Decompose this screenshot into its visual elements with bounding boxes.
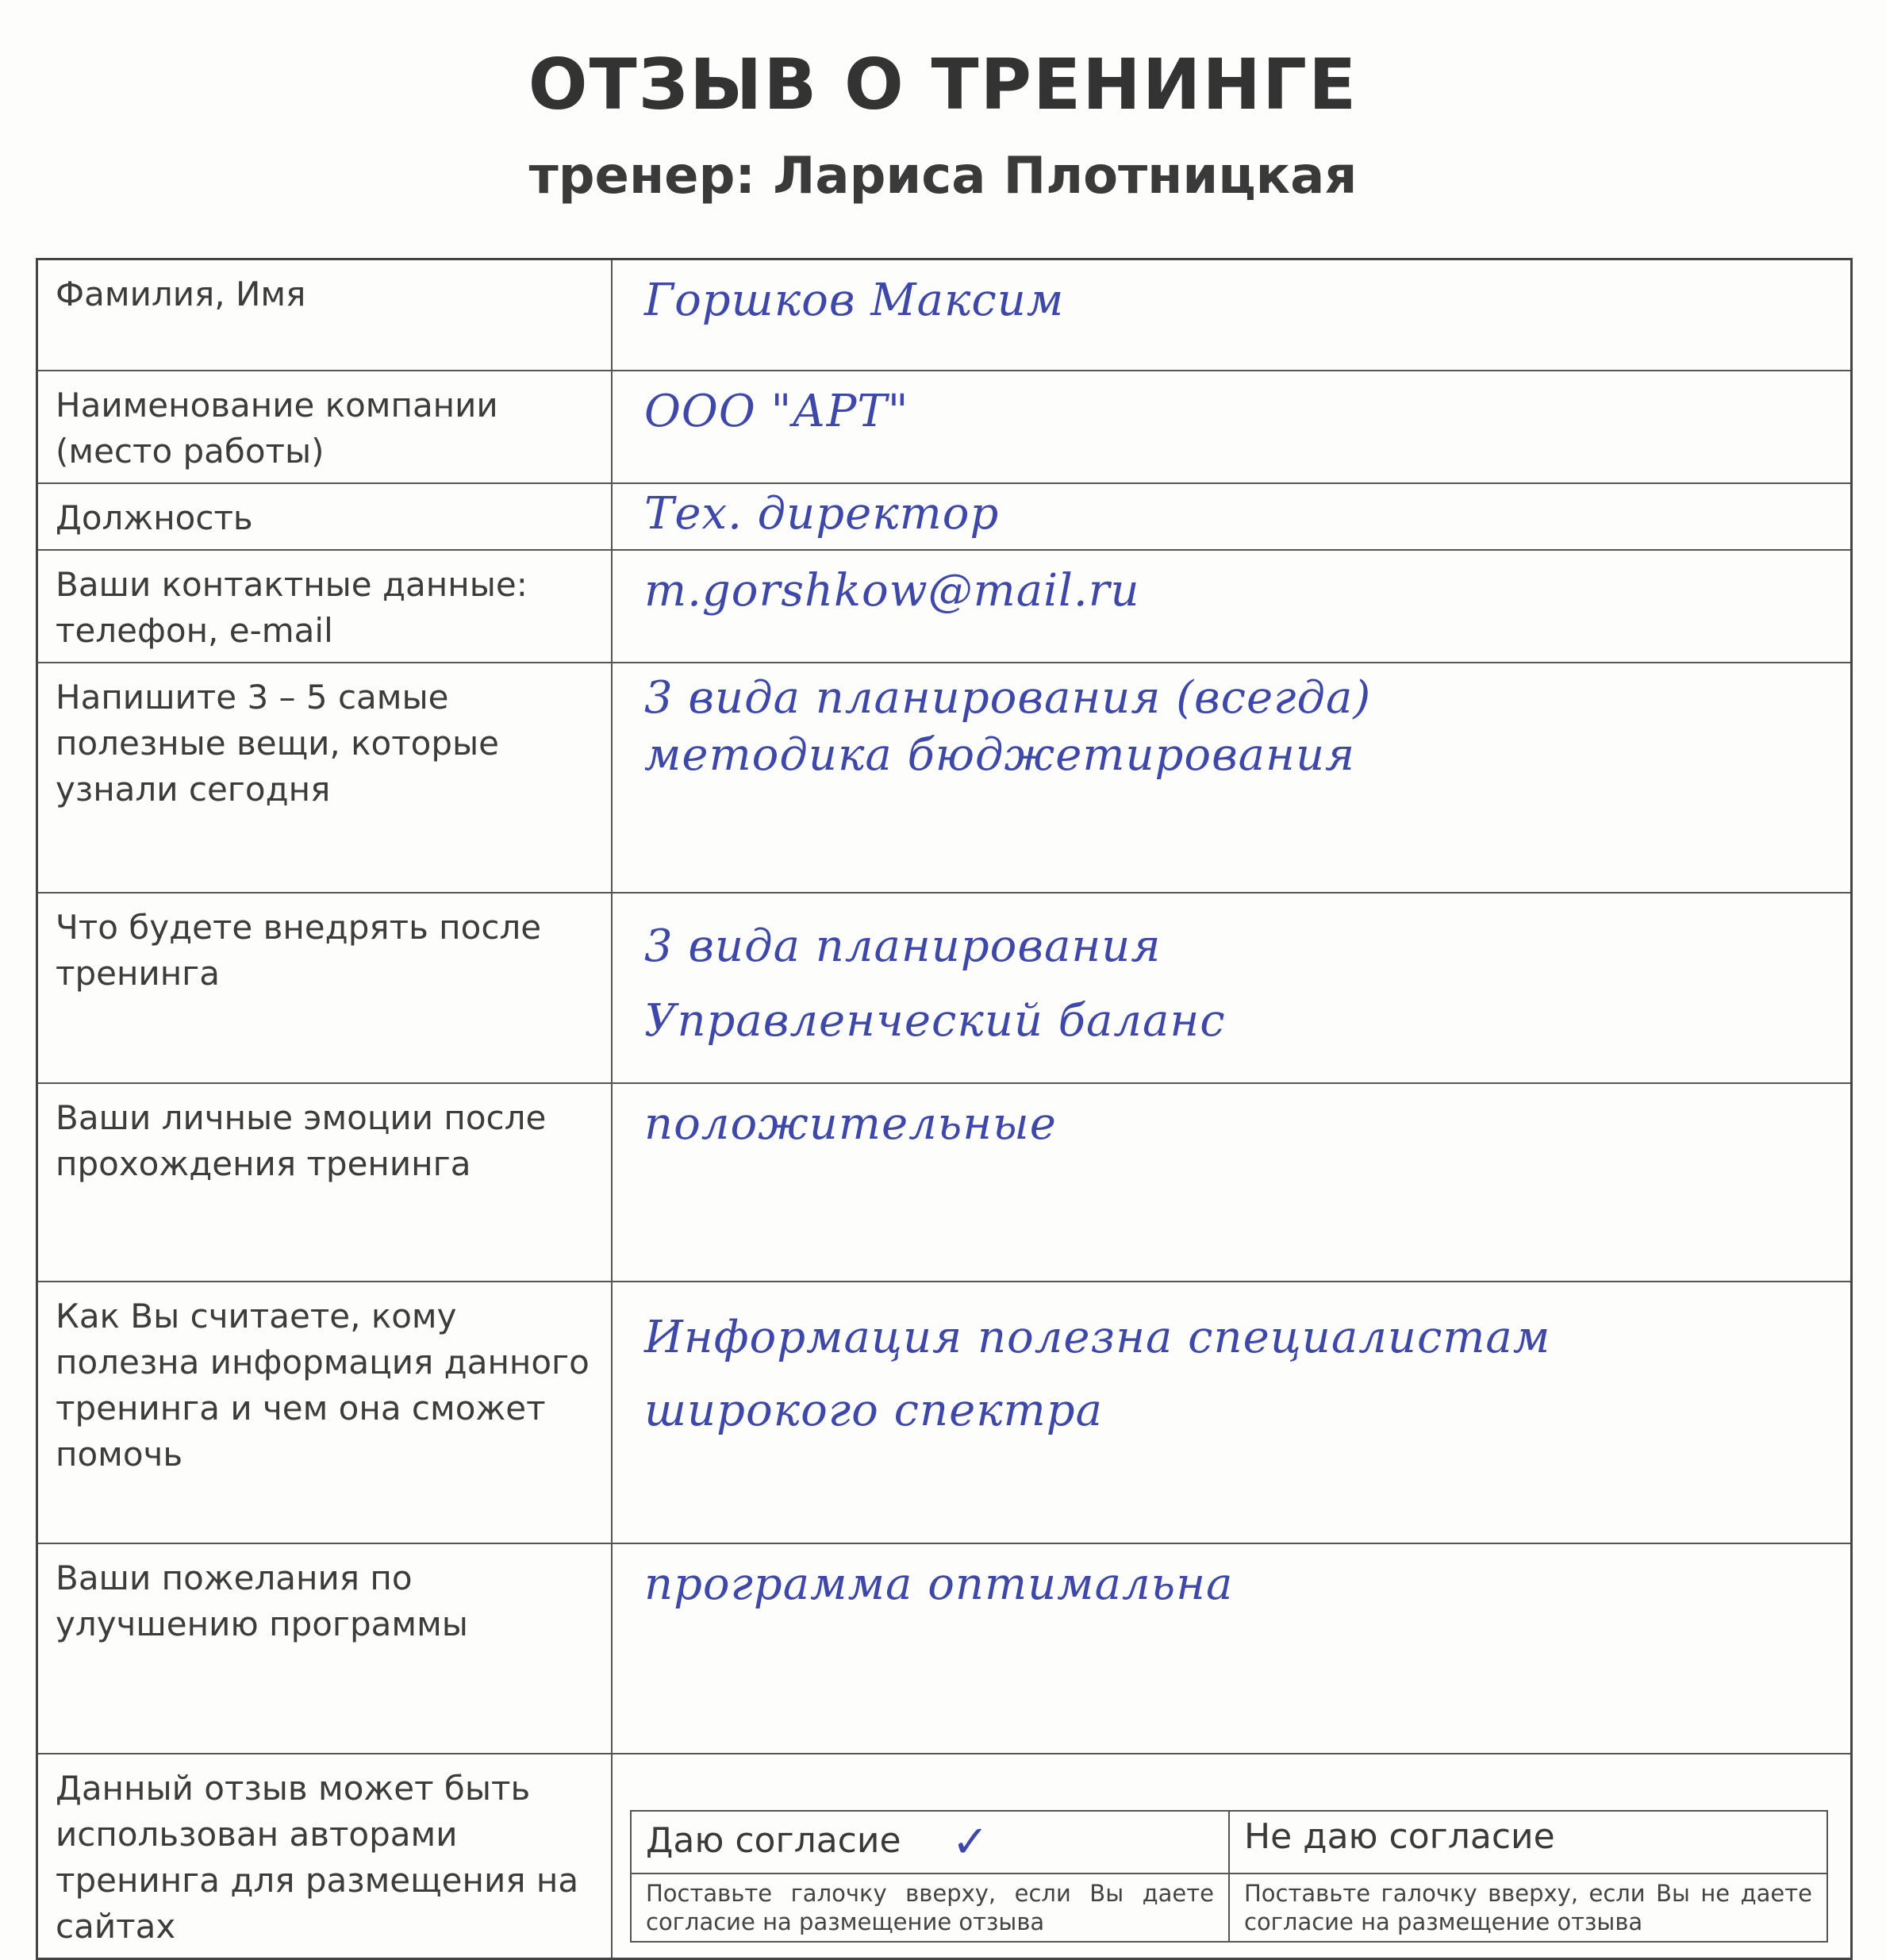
label-wishes: Ваши пожелания по улучшению программы (37, 1543, 613, 1754)
answer-full-name[interactable] (612, 259, 1852, 371)
feedback-form (36, 258, 1853, 1960)
answer-line: Информация полезна специалистам (644, 1311, 1551, 1363)
label-emotions: Ваши личные эмоции после прохождения тренинга (37, 1083, 613, 1282)
label-full-name: Фамилия, Имя (37, 259, 613, 371)
row-contacts (37, 550, 1852, 663)
answer-wishes[interactable] (612, 1543, 1852, 1754)
row-company (37, 371, 1852, 483)
answer-line: положительные (644, 1097, 1057, 1150)
answer-line: Тех. директор (644, 487, 1000, 540)
label-useful-for-whom: Как Вы считаете, кому полезна информация данного тренинга и чем она сможет помочь (37, 1282, 613, 1543)
answer-line: 3 вида планирования (всегда) (644, 671, 1372, 724)
row-position (37, 483, 1852, 550)
row-wishes (37, 1543, 1852, 1754)
consent-disagree-label: Не даю согласие (1244, 1816, 1555, 1857)
row-consent (37, 1754, 1852, 1959)
consent-agree-option[interactable] (631, 1811, 1229, 1874)
consent-disagree-hint: Поставьте галочку вверху, если Вы не даете согласие на размещение отзыва (1229, 1874, 1827, 1942)
answer-useful-things[interactable] (612, 663, 1852, 893)
answer-line: ООО "АРТ" (644, 385, 909, 437)
consent-table (630, 1810, 1828, 1943)
label-position: Должность (37, 483, 613, 550)
answer-line: Управленческий баланс (644, 994, 1226, 1047)
row-useful-for-whom (37, 1282, 1852, 1543)
form-title: ОТЗЫВ О ТРЕНИНГЕ (528, 44, 1358, 125)
consent-agree-hint: Поставьте галочку вверху, если Вы даете согласие на размещение отзыва (631, 1874, 1229, 1942)
consent-agree-label: Даю согласие (646, 1820, 901, 1861)
label-company: Наименование компании (место работы) (37, 371, 613, 483)
answer-line: методика бюджетирования (644, 728, 1356, 781)
answer-implement[interactable] (612, 893, 1852, 1083)
trainer-subtitle: тренер: Лариса Плотницкая (528, 147, 1358, 206)
row-emotions (37, 1083, 1852, 1282)
answer-company[interactable] (612, 371, 1852, 483)
answer-line: программа оптимальна (644, 1558, 1234, 1610)
row-useful-things (37, 663, 1852, 893)
answer-emotions[interactable] (612, 1083, 1852, 1282)
answer-line: 3 вида планирования (644, 920, 1162, 972)
label-consent: Данный отзыв может быть использован авторами тренинга для размещения на сайтах (37, 1754, 613, 1959)
answer-line: широкого спектра (644, 1384, 1103, 1436)
consent-disagree-option[interactable] (1229, 1811, 1827, 1874)
row-full-name (37, 259, 1852, 371)
label-implement: Что будете внедрять после тренинга (37, 893, 613, 1083)
row-implement (37, 893, 1852, 1083)
checkmark-icon: ✓ (951, 1816, 989, 1868)
label-contacts: Ваши контактные данные: телефон, e-mail (37, 550, 613, 663)
label-useful-things: Напишите 3 – 5 самые полезные вещи, которые узнали сегодня (37, 663, 613, 893)
answer-line: m.gorshkow@mail.ru (644, 564, 1140, 617)
consent-cell (612, 1754, 1852, 1959)
answer-line: Горшков Максим (644, 275, 1065, 326)
answer-position[interactable] (612, 483, 1852, 550)
answer-useful-for-whom[interactable] (612, 1282, 1852, 1543)
answer-contacts[interactable] (612, 550, 1852, 663)
